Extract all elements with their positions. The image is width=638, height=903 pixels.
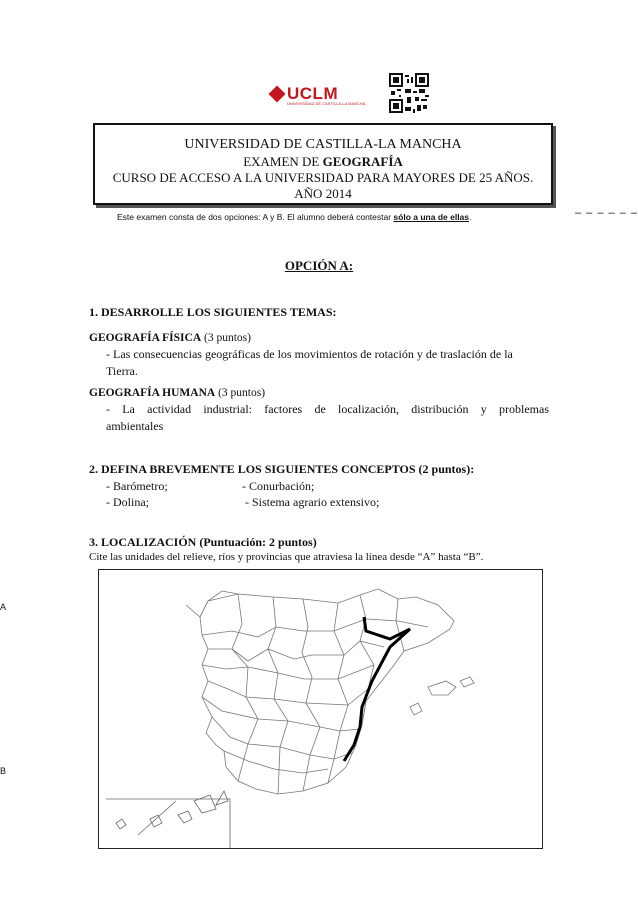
exam-subject bbox=[95, 154, 551, 170]
option-title: OPCIÓN A: bbox=[284, 258, 354, 273]
spain-provinces-map bbox=[98, 569, 543, 849]
course-name: CURSO DE ACCESO A LA UNIVERSIDAD PARA MAYORES DE 25 AÑOS. bbox=[112, 170, 534, 185]
human-topic-line2: ambientales bbox=[106, 419, 164, 433]
university-name: UNIVERSIDAD DE CASTILLA-LA MANCHA bbox=[184, 137, 462, 152]
human-geography-title bbox=[89, 387, 265, 399]
instructions-end: . bbox=[469, 212, 472, 222]
exam-subject-prefix: EXAMEN DE bbox=[243, 154, 323, 169]
physical-geography-label: GEOGRAFÍA FÍSICA bbox=[89, 332, 202, 344]
margin-label-a: A bbox=[0, 602, 7, 612]
exam-subject-name: GEOGRAFÍA bbox=[322, 154, 403, 169]
human-geography-topic bbox=[106, 401, 549, 435]
human-topic-line1: - La actividad industrial: factores de localización, distribución y problemas bbox=[106, 402, 549, 416]
exam-header-box bbox=[93, 123, 553, 205]
physical-geography-topic bbox=[106, 346, 549, 380]
concept-item: - Conurbación; bbox=[242, 479, 315, 493]
concept-item: - Sistema agrario extensivo; bbox=[245, 495, 380, 509]
section2-heading: 2. DEFINA BREVEMENTE LOS SIGUIENTES CONCEPTOS (2 puntos): bbox=[89, 462, 475, 476]
concept-item: - Barómetro; bbox=[106, 479, 168, 493]
section3-instructions: Cite las unidades del relieve, ríos y provincias que atraviesa la línea desde “A” hasta “B”. bbox=[89, 551, 484, 563]
physical-topic-line1: - Las consecuencias geográficas de los movimientos de rotación y de traslación de la bbox=[106, 347, 513, 361]
physical-geography-points: (3 puntos) bbox=[201, 332, 251, 344]
logo-text: UCLM bbox=[287, 84, 339, 103]
instructions-text: Este examen consta de dos opciones: A y B. El alumno deberá contestar bbox=[117, 212, 394, 222]
physical-geography-title bbox=[89, 332, 251, 344]
physical-topic-line2: Tierra. bbox=[106, 364, 138, 378]
uclm-logo bbox=[271, 84, 366, 106]
qr-code-icon bbox=[389, 73, 429, 113]
logo-subtitle: UNIVERSIDAD DE CASTILLA-LA MANCHA bbox=[287, 101, 366, 106]
section3-heading: 3. LOCALIZACIÓN (Puntuación: 2 puntos) bbox=[89, 535, 317, 549]
human-geography-points: (3 puntos) bbox=[215, 387, 266, 399]
instructions-emphasis: sólo a una de ellas bbox=[393, 212, 470, 222]
logo-diamond-icon bbox=[269, 86, 286, 103]
concept-item: - Dolina; bbox=[106, 495, 149, 509]
section1-heading: 1. DESARROLLE LOS SIGUIENTES TEMAS: bbox=[89, 305, 337, 319]
exam-year: AÑO 2014 bbox=[294, 186, 352, 201]
exam-instructions bbox=[117, 212, 471, 222]
margin-label-b: B bbox=[0, 766, 7, 776]
human-geography-label: GEOGRAFÍA HUMANA bbox=[89, 387, 216, 399]
dashed-line: – – – – – – bbox=[575, 207, 638, 219]
